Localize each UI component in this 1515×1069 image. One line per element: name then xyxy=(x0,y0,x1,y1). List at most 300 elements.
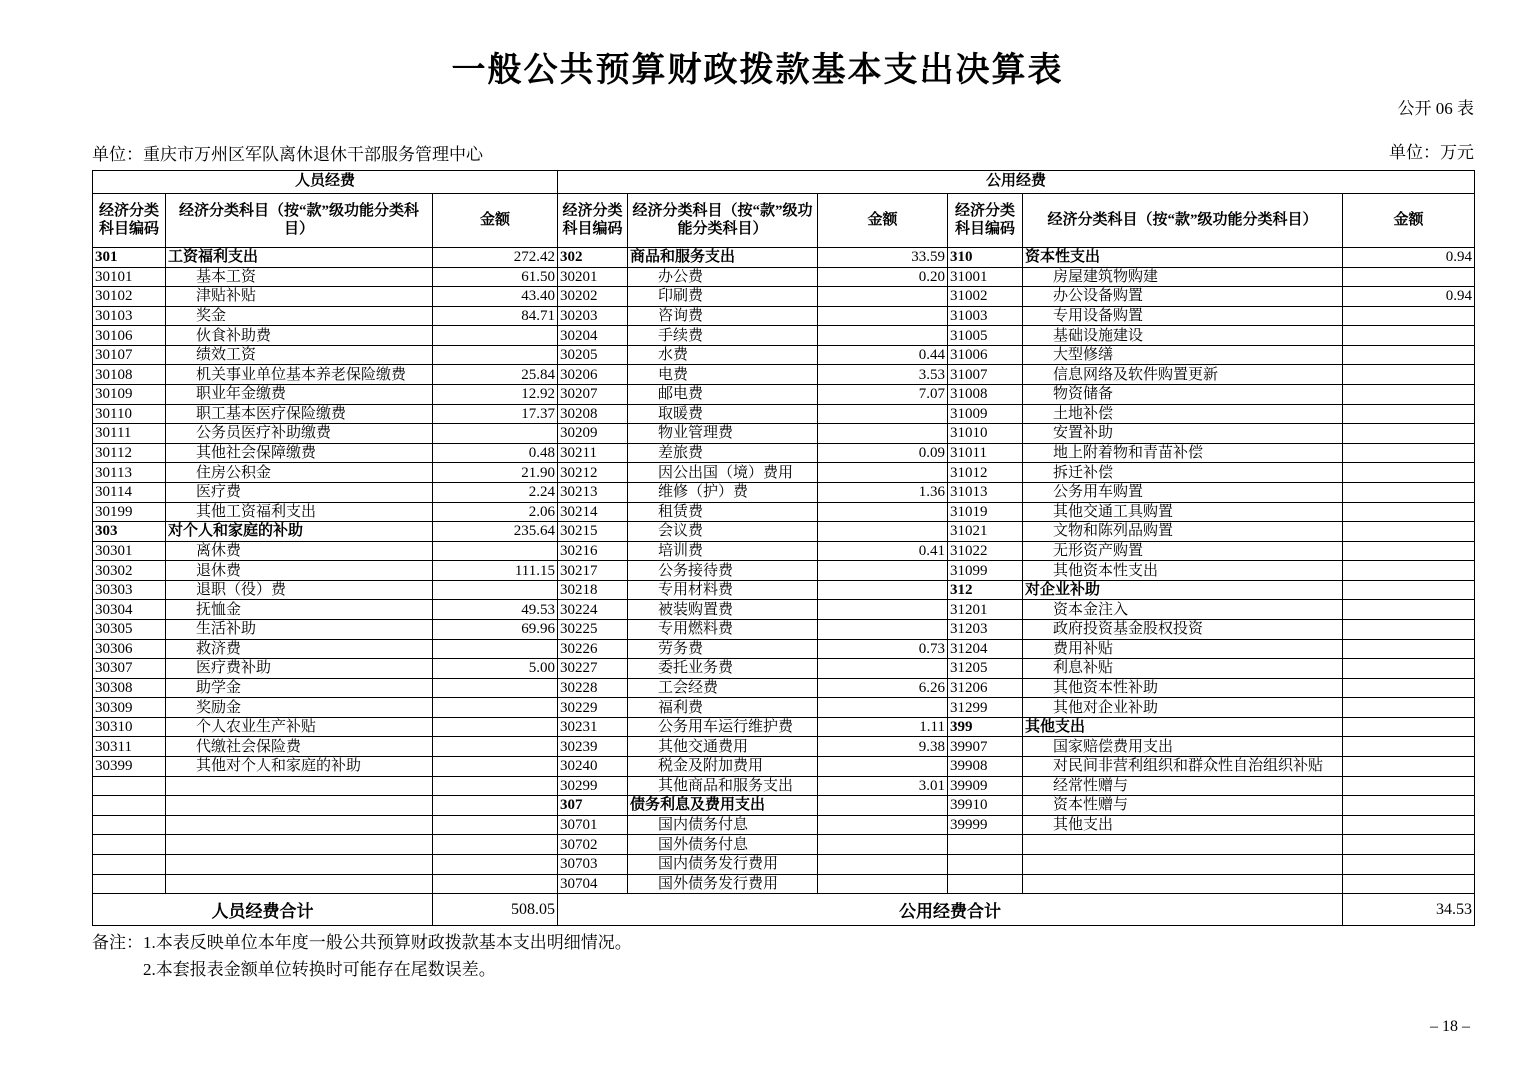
subject-cell: 培训费 xyxy=(628,541,818,561)
subject-cell: 电费 xyxy=(628,365,818,385)
subject-cell: 津贴补贴 xyxy=(166,287,433,307)
subject-cell: 因公出国（境）费用 xyxy=(628,463,818,483)
subject-cell: 其他支出 xyxy=(1023,815,1343,835)
amount-cell xyxy=(818,561,948,581)
amount-cell xyxy=(818,424,948,444)
code-cell: 303 xyxy=(93,522,166,542)
table-row xyxy=(93,619,1475,639)
subject-cell: 对民间非营利组织和群众性自治组织补贴 xyxy=(1023,757,1343,777)
amount-cell: 6.26 xyxy=(818,678,948,698)
amount-cell xyxy=(1343,678,1475,698)
subject-cell: 税金及附加费用 xyxy=(628,757,818,777)
code-cell: 30216 xyxy=(558,541,628,561)
code-cell: 30305 xyxy=(93,619,166,639)
amount-cell xyxy=(1343,443,1475,463)
amount-cell: 0.73 xyxy=(818,639,948,659)
amount-cell xyxy=(433,815,558,835)
code-cell: 30199 xyxy=(93,502,166,522)
table-row xyxy=(93,835,1475,855)
amount-cell: 2.06 xyxy=(433,502,558,522)
subject-cell: 福利费 xyxy=(628,698,818,718)
table-row xyxy=(93,326,1475,346)
amount-cell: 235.64 xyxy=(433,522,558,542)
amount-cell xyxy=(433,580,558,600)
code-cell: 31013 xyxy=(948,482,1023,502)
code-cell: 39999 xyxy=(948,815,1023,835)
amount-cell: 2.24 xyxy=(433,482,558,502)
code-cell xyxy=(93,776,166,796)
code-cell: 30211 xyxy=(558,443,628,463)
subject-cell: 其他对个人和家庭的补助 xyxy=(166,757,433,777)
amount-cell xyxy=(1343,698,1475,718)
table-row xyxy=(93,639,1475,659)
group-header-personnel: 人员经费 xyxy=(93,171,558,194)
amount-cell xyxy=(433,757,558,777)
totals-row xyxy=(93,894,1475,926)
code-cell: 31206 xyxy=(948,678,1023,698)
code-cell: 31002 xyxy=(948,287,1023,307)
code-cell: 30701 xyxy=(558,815,628,835)
code-cell: 31009 xyxy=(948,404,1023,424)
amount-cell xyxy=(433,639,558,659)
col-header-amount-3: 金额 xyxy=(1343,194,1475,248)
subject-cell: 国家赔偿费用支出 xyxy=(1023,737,1343,757)
code-cell: 30226 xyxy=(558,639,628,659)
code-cell: 30231 xyxy=(558,717,628,737)
personnel-total-label: 人员经费合计 xyxy=(93,894,433,926)
amount-cell xyxy=(1343,874,1475,894)
col-header-amount-2: 金额 xyxy=(818,194,948,248)
subject-cell: 对企业补助 xyxy=(1023,580,1343,600)
code-cell: 310 xyxy=(948,248,1023,268)
code-cell: 30704 xyxy=(558,874,628,894)
code-cell: 30209 xyxy=(558,424,628,444)
subject-cell: 工会经费 xyxy=(628,678,818,698)
code-cell xyxy=(948,854,1023,874)
subject-cell: 被装购置费 xyxy=(628,600,818,620)
amount-cell xyxy=(433,678,558,698)
amount-cell xyxy=(818,600,948,620)
amount-cell: 0.44 xyxy=(818,345,948,365)
amount-cell: 3.53 xyxy=(818,365,948,385)
amount-cell: 3.01 xyxy=(818,776,948,796)
code-cell: 30204 xyxy=(558,326,628,346)
amount-cell xyxy=(818,659,948,679)
code-cell: 30311 xyxy=(93,737,166,757)
note-line-2: 2.本套报表金额单位转换时可能存在尾数误差。 xyxy=(143,960,496,979)
table-row xyxy=(93,287,1475,307)
subject-cell xyxy=(1023,854,1343,874)
code-cell: 30308 xyxy=(93,678,166,698)
code-cell: 31010 xyxy=(948,424,1023,444)
code-cell: 39910 xyxy=(948,796,1023,816)
subject-cell: 专用材料费 xyxy=(628,580,818,600)
subject-cell: 公务用车运行维护费 xyxy=(628,717,818,737)
amount-cell: 0.09 xyxy=(818,443,948,463)
code-cell: 31205 xyxy=(948,659,1023,679)
subject-cell xyxy=(166,796,433,816)
subject-cell: 商品和服务支出 xyxy=(628,248,818,268)
code-cell: 30109 xyxy=(93,385,166,405)
code-cell: 39909 xyxy=(948,776,1023,796)
amount-cell: 69.96 xyxy=(433,619,558,639)
code-cell: 30304 xyxy=(93,600,166,620)
code-cell: 307 xyxy=(558,796,628,816)
subject-cell xyxy=(1023,874,1343,894)
amount-cell xyxy=(433,541,558,561)
subject-cell: 奖金 xyxy=(166,306,433,326)
amount-cell xyxy=(1343,385,1475,405)
code-cell: 31204 xyxy=(948,639,1023,659)
code-cell: 30208 xyxy=(558,404,628,424)
amount-cell xyxy=(1343,404,1475,424)
subject-cell: 其他支出 xyxy=(1023,717,1343,737)
col-header-code-2: 经济分类科目编码 xyxy=(558,194,628,248)
subject-cell: 政府投资基金股权投资 xyxy=(1023,619,1343,639)
code-cell: 30703 xyxy=(558,854,628,874)
subject-cell: 会议费 xyxy=(628,522,818,542)
code-cell xyxy=(93,796,166,816)
code-cell: 30225 xyxy=(558,619,628,639)
amount-cell xyxy=(1343,365,1475,385)
col-header-subject-1: 经济分类科目（按“款”级功能分类科目） xyxy=(166,194,433,248)
code-cell: 302 xyxy=(558,248,628,268)
subject-cell: 国外债务付息 xyxy=(628,835,818,855)
code-cell: 31007 xyxy=(948,365,1023,385)
subject-cell: 手续费 xyxy=(628,326,818,346)
code-cell: 30107 xyxy=(93,345,166,365)
code-cell: 30218 xyxy=(558,580,628,600)
code-cell: 312 xyxy=(948,580,1023,600)
code-cell: 301 xyxy=(93,248,166,268)
amount-cell xyxy=(818,306,948,326)
code-cell: 31001 xyxy=(948,267,1023,287)
amount-cell xyxy=(1343,326,1475,346)
subject-cell: 公务接待费 xyxy=(628,561,818,581)
subject-cell: 取暖费 xyxy=(628,404,818,424)
code-cell: 30213 xyxy=(558,482,628,502)
code-cell: 30217 xyxy=(558,561,628,581)
subject-cell: 房屋建筑物购建 xyxy=(1023,267,1343,287)
notes-label: 备注： xyxy=(92,933,143,952)
code-cell: 30702 xyxy=(558,835,628,855)
subject-cell: 职业年金缴费 xyxy=(166,385,433,405)
amount-cell xyxy=(818,698,948,718)
table-row xyxy=(93,443,1475,463)
subject-cell: 抚恤金 xyxy=(166,600,433,620)
subject-cell: 委托业务费 xyxy=(628,659,818,679)
subject-cell: 维修（护）费 xyxy=(628,482,818,502)
subject-cell xyxy=(166,835,433,855)
subject-cell: 救济费 xyxy=(166,639,433,659)
subject-cell: 拆迁补偿 xyxy=(1023,463,1343,483)
subject-cell: 大型修缮 xyxy=(1023,345,1343,365)
code-cell: 30103 xyxy=(93,306,166,326)
amount-cell xyxy=(818,580,948,600)
page-title: 一般公共预算财政拨款基本支出决算表 xyxy=(451,52,1064,89)
code-cell: 30306 xyxy=(93,639,166,659)
subject-cell: 差旅费 xyxy=(628,443,818,463)
table-row xyxy=(93,482,1475,502)
column-header-row xyxy=(93,194,1475,248)
subject-cell: 资本性赠与 xyxy=(1023,796,1343,816)
amount-cell xyxy=(1343,522,1475,542)
subject-cell: 国内债务付息 xyxy=(628,815,818,835)
amount-cell: 5.00 xyxy=(433,659,558,679)
code-cell: 30113 xyxy=(93,463,166,483)
code-cell: 399 xyxy=(948,717,1023,737)
code-cell: 31003 xyxy=(948,306,1023,326)
amount-cell xyxy=(818,326,948,346)
code-cell: 30110 xyxy=(93,404,166,424)
amount-cell xyxy=(433,326,558,346)
amount-cell xyxy=(1343,482,1475,502)
code-cell: 30214 xyxy=(558,502,628,522)
subject-cell xyxy=(1023,835,1343,855)
code-cell: 30205 xyxy=(558,345,628,365)
amount-cell: 111.15 xyxy=(433,561,558,581)
subject-cell xyxy=(166,815,433,835)
subject-cell: 基本工资 xyxy=(166,267,433,287)
subject-cell: 信息网络及软件购置更新 xyxy=(1023,365,1343,385)
table-row xyxy=(93,404,1475,424)
code-cell: 31022 xyxy=(948,541,1023,561)
amount-cell: 33.59 xyxy=(818,248,948,268)
subject-cell: 地上附着物和青苗补偿 xyxy=(1023,443,1343,463)
table-row xyxy=(93,717,1475,737)
col-header-amount-1: 金额 xyxy=(433,194,558,248)
subject-cell: 其他对企业补助 xyxy=(1023,698,1343,718)
code-cell: 30114 xyxy=(93,482,166,502)
table-row xyxy=(93,776,1475,796)
table-row xyxy=(93,385,1475,405)
subject-cell: 劳务费 xyxy=(628,639,818,659)
code-cell: 30227 xyxy=(558,659,628,679)
table-row xyxy=(93,522,1475,542)
subject-cell: 公务用车购置 xyxy=(1023,482,1343,502)
amount-cell xyxy=(433,345,558,365)
subject-cell: 费用补贴 xyxy=(1023,639,1343,659)
amount-cell xyxy=(433,776,558,796)
amount-cell xyxy=(1343,854,1475,874)
note-line-1: 1.本表反映单位本年度一般公共预算财政拨款基本支出明细情况。 xyxy=(143,933,632,952)
amount-cell xyxy=(1343,600,1475,620)
subject-cell: 其他工资福利支出 xyxy=(166,502,433,522)
table-row xyxy=(93,757,1475,777)
amount-cell xyxy=(1343,796,1475,816)
subject-cell: 公务员医疗补助缴费 xyxy=(166,424,433,444)
code-cell xyxy=(93,874,166,894)
table-row xyxy=(93,698,1475,718)
subject-cell: 资本金注入 xyxy=(1023,600,1343,620)
subject-cell: 资本性支出 xyxy=(1023,248,1343,268)
amount-cell xyxy=(433,717,558,737)
amount-cell xyxy=(1343,345,1475,365)
code-cell: 30239 xyxy=(558,737,628,757)
amount-cell: 12.92 xyxy=(433,385,558,405)
code-cell xyxy=(948,835,1023,855)
code-cell: 30112 xyxy=(93,443,166,463)
code-cell: 31021 xyxy=(948,522,1023,542)
amount-cell xyxy=(1343,502,1475,522)
subject-cell: 经常性赠与 xyxy=(1023,776,1343,796)
subject-cell xyxy=(166,874,433,894)
subject-cell: 代缴社会保险费 xyxy=(166,737,433,757)
code-cell: 30301 xyxy=(93,541,166,561)
code-cell: 30102 xyxy=(93,287,166,307)
subject-cell: 机关事业单位基本养老保险缴费 xyxy=(166,365,433,385)
code-cell: 31299 xyxy=(948,698,1023,718)
code-cell xyxy=(93,815,166,835)
code-cell: 30203 xyxy=(558,306,628,326)
subject-cell: 其他交通工具购置 xyxy=(1023,502,1343,522)
subject-cell: 无形资产购置 xyxy=(1023,541,1343,561)
amount-cell xyxy=(433,874,558,894)
page-number: – 18 – xyxy=(1430,1018,1470,1035)
amount-cell xyxy=(1343,815,1475,835)
table-row xyxy=(93,854,1475,874)
table-row xyxy=(93,580,1475,600)
amount-cell xyxy=(1343,757,1475,777)
subject-cell: 工资福利支出 xyxy=(166,248,433,268)
amount-cell xyxy=(1343,717,1475,737)
subject-cell: 离休费 xyxy=(166,541,433,561)
code-cell: 30229 xyxy=(558,698,628,718)
amount-cell xyxy=(818,835,948,855)
code-cell: 31201 xyxy=(948,600,1023,620)
group-header-public: 公用经费 xyxy=(558,171,1475,194)
amount-cell xyxy=(818,463,948,483)
subject-cell: 咨询费 xyxy=(628,306,818,326)
code-cell: 31005 xyxy=(948,326,1023,346)
subject-cell: 文物和陈列品购置 xyxy=(1023,522,1343,542)
amount-cell xyxy=(1343,580,1475,600)
table-row xyxy=(93,561,1475,581)
table-row xyxy=(93,678,1475,698)
amount-cell xyxy=(818,757,948,777)
table-row xyxy=(93,267,1475,287)
code-cell: 31203 xyxy=(948,619,1023,639)
amount-cell xyxy=(818,854,948,874)
table-row xyxy=(93,541,1475,561)
code-cell: 30201 xyxy=(558,267,628,287)
subject-cell: 办公设备购置 xyxy=(1023,287,1343,307)
amount-cell xyxy=(1343,463,1475,483)
amount-cell xyxy=(433,737,558,757)
code-cell: 31011 xyxy=(948,443,1023,463)
subject-cell: 对个人和家庭的补助 xyxy=(166,522,433,542)
amount-cell xyxy=(1343,776,1475,796)
code-cell xyxy=(93,854,166,874)
subject-cell: 助学金 xyxy=(166,678,433,698)
notes-lines xyxy=(143,929,632,983)
subject-cell: 其他商品和服务支出 xyxy=(628,776,818,796)
amount-cell xyxy=(433,424,558,444)
amount-cell: 61.50 xyxy=(433,267,558,287)
amount-cell: 49.53 xyxy=(433,600,558,620)
code-cell: 30309 xyxy=(93,698,166,718)
amount-cell: 9.38 xyxy=(818,737,948,757)
code-cell: 31012 xyxy=(948,463,1023,483)
col-header-subject-2: 经济分类科目（按“款”级功能分类科目） xyxy=(628,194,818,248)
subject-cell xyxy=(166,854,433,874)
subject-cell: 利息补贴 xyxy=(1023,659,1343,679)
code-cell: 30206 xyxy=(558,365,628,385)
code-cell: 30101 xyxy=(93,267,166,287)
amount-cell xyxy=(818,404,948,424)
code-cell: 30299 xyxy=(558,776,628,796)
table-row xyxy=(93,737,1475,757)
subject-cell: 印刷费 xyxy=(628,287,818,307)
code-cell: 30202 xyxy=(558,287,628,307)
subject-cell: 办公费 xyxy=(628,267,818,287)
code-cell: 30108 xyxy=(93,365,166,385)
subject-cell: 邮电费 xyxy=(628,385,818,405)
code-cell: 31008 xyxy=(948,385,1023,405)
amount-cell xyxy=(818,874,948,894)
code-cell: 30307 xyxy=(93,659,166,679)
amount-cell xyxy=(1343,639,1475,659)
table-row xyxy=(93,424,1475,444)
table-row xyxy=(93,659,1475,679)
subject-cell: 专用设备购置 xyxy=(1023,306,1343,326)
amount-cell: 7.07 xyxy=(818,385,948,405)
budget-table xyxy=(92,170,1475,926)
amount-cell: 1.36 xyxy=(818,482,948,502)
code-cell: 30207 xyxy=(558,385,628,405)
subject-cell: 物资储备 xyxy=(1023,385,1343,405)
subject-cell: 职工基本医疗保险缴费 xyxy=(166,404,433,424)
table-body xyxy=(93,248,1475,894)
code-cell: 39908 xyxy=(948,757,1023,777)
table-row xyxy=(93,306,1475,326)
table-row xyxy=(93,463,1475,483)
amount-cell xyxy=(1343,835,1475,855)
amount-cell xyxy=(1343,306,1475,326)
subject-cell: 其他资本性支出 xyxy=(1023,561,1343,581)
amount-cell: 0.20 xyxy=(818,267,948,287)
subject-cell: 国外债务发行费用 xyxy=(628,874,818,894)
col-header-code-1: 经济分类科目编码 xyxy=(93,194,166,248)
amount-cell xyxy=(818,815,948,835)
amount-cell: 17.37 xyxy=(433,404,558,424)
subject-cell: 退休费 xyxy=(166,561,433,581)
amount-cell: 1.11 xyxy=(818,717,948,737)
personnel-total-amount: 508.05 xyxy=(433,894,558,926)
amount-cell xyxy=(1343,424,1475,444)
amount-cell xyxy=(818,796,948,816)
table-row xyxy=(93,345,1475,365)
form-code: 公开 06 表 xyxy=(1397,99,1474,118)
subject-cell: 水费 xyxy=(628,345,818,365)
code-cell: 30303 xyxy=(93,580,166,600)
code-cell: 39907 xyxy=(948,737,1023,757)
code-cell: 30212 xyxy=(558,463,628,483)
code-cell xyxy=(948,874,1023,894)
amount-cell xyxy=(433,698,558,718)
code-cell: 30302 xyxy=(93,561,166,581)
subject-cell: 专用燃料费 xyxy=(628,619,818,639)
amount-cell xyxy=(433,854,558,874)
subject-cell: 医疗费补助 xyxy=(166,659,433,679)
table-row xyxy=(93,600,1475,620)
amount-cell xyxy=(818,502,948,522)
col-header-subject-3: 经济分类科目（按“款”级功能分类科目） xyxy=(1023,194,1343,248)
subject-cell: 基础设施建设 xyxy=(1023,326,1343,346)
subject-cell: 租赁费 xyxy=(628,502,818,522)
table-row xyxy=(93,796,1475,816)
group-header-row xyxy=(93,171,1475,194)
